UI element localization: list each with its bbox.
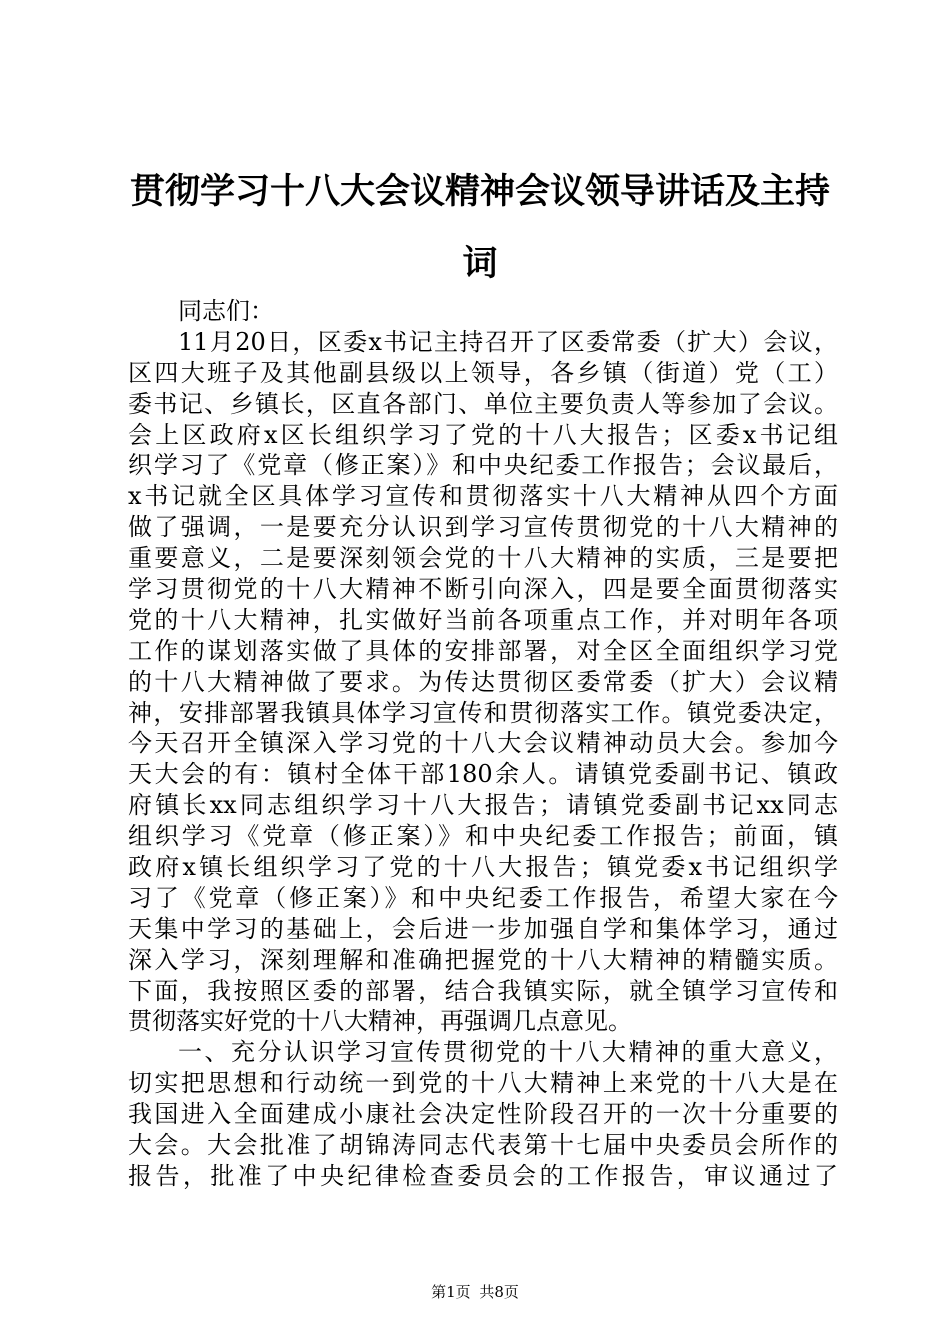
paragraph-line: 一、充分认识学习宣传贯彻党的十八大精神的重大意义， bbox=[178, 1038, 838, 1067]
paragraph-line: 织学习了《党章（修正案）》和中央纪委工作报告；会议最后， bbox=[128, 451, 838, 480]
paragraph-line: 神，安排部署我镇具体学习宣传和贯彻落实工作。镇党委决定， bbox=[128, 698, 838, 727]
paragraph-line: 大会。大会批准了胡锦涛同志代表第十七届中央委员会所作的 bbox=[128, 1131, 838, 1160]
page-total: 共8页 bbox=[479, 1283, 519, 1301]
paragraph-line: 工作的谋划落实做了具体的安排部署，对全区全面组织学习党 bbox=[128, 636, 838, 665]
paragraph-line: 天集中学习的基础上，会后进一步加强自学和集体学习，通过 bbox=[128, 914, 838, 943]
paragraph-line: 天大会的有：镇村全体干部180余人。请镇党委副书记、镇政 bbox=[128, 760, 838, 789]
paragraph-line: x书记就全区具体学习宣传和贯彻落实十八大精神从四个方面 bbox=[128, 482, 838, 511]
document-body bbox=[128, 296, 838, 1192]
paragraph-line: 的十八大精神做了要求。为传达贯彻区委常委（扩大）会议精 bbox=[128, 667, 838, 696]
salutation: 同志们： bbox=[178, 297, 274, 325]
paragraph-line: 学习贯彻党的十八大精神不断引向深入，四是要全面贯彻落实 bbox=[128, 575, 838, 604]
page-footer bbox=[0, 1282, 950, 1302]
paragraph-line: 党的十八大精神，扎实做好当前各项重点工作，并对明年各项 bbox=[128, 605, 838, 634]
paragraph-line: 贯彻落实好党的十八大精神，再强调几点意见。 bbox=[128, 1007, 632, 1036]
paragraph-line: 深入学习，深刻理解和准确把握党的十八大精神的精髓实质。 bbox=[128, 945, 838, 974]
paragraph-line: 会上区政府x区长组织学习了党的十八大报告；区委x书记组 bbox=[128, 420, 838, 449]
paragraph-line: 府镇长xx同志组织学习十八大报告；请镇党委副书记xx同志 bbox=[128, 791, 838, 820]
document-title-line2: 词 bbox=[462, 244, 498, 284]
paragraph-line: 重要意义，二是要深刻领会党的十八大精神的实质，三是要把 bbox=[128, 544, 838, 573]
paragraph-line: 委书记、乡镇长，区直各部门、单位主要负责人等参加了会议。 bbox=[128, 389, 838, 418]
paragraph-line: 报告，批准了中央纪律检查委员会的工作报告，审议通过了 bbox=[128, 1161, 838, 1190]
page-number: 第1页 bbox=[431, 1283, 471, 1301]
paragraph-line: 下面，我按照区委的部署，结合我镇实际，就全镇学习宣传和 bbox=[128, 976, 838, 1005]
paragraph-line: 11月20日，区委x书记主持召开了区委常委（扩大）会议， bbox=[178, 327, 838, 356]
paragraph-line: 今天召开全镇深入学习党的十八大会议精神动员大会。参加今 bbox=[128, 729, 838, 758]
paragraph-line: 我国进入全面建成小康社会决定性阶段召开的一次十分重要的 bbox=[128, 1100, 838, 1129]
document-title-line1: 贯彻学习十八大会议精神会议领导讲话及主持 bbox=[129, 172, 830, 212]
paragraph-line: 做了强调，一是要充分认识到学习宣传贯彻党的十八大精神的 bbox=[128, 513, 838, 542]
paragraph-line: 区四大班子及其他副县级以上领导，各乡镇（街道）党（工） bbox=[128, 358, 838, 387]
paragraph-line: 政府x镇长组织学习了党的十八大报告；镇党委x书记组织学 bbox=[128, 853, 838, 882]
paragraph-line: 组织学习《党章（修正案）》和中央纪委工作报告；前面，镇 bbox=[128, 822, 838, 851]
paragraph-line: 习了《党章（修正案）》和中央纪委工作报告，希望大家在今 bbox=[128, 883, 838, 912]
paragraph-line: 切实把思想和行动统一到党的十八大精神上来党的十八大是在 bbox=[128, 1069, 838, 1098]
